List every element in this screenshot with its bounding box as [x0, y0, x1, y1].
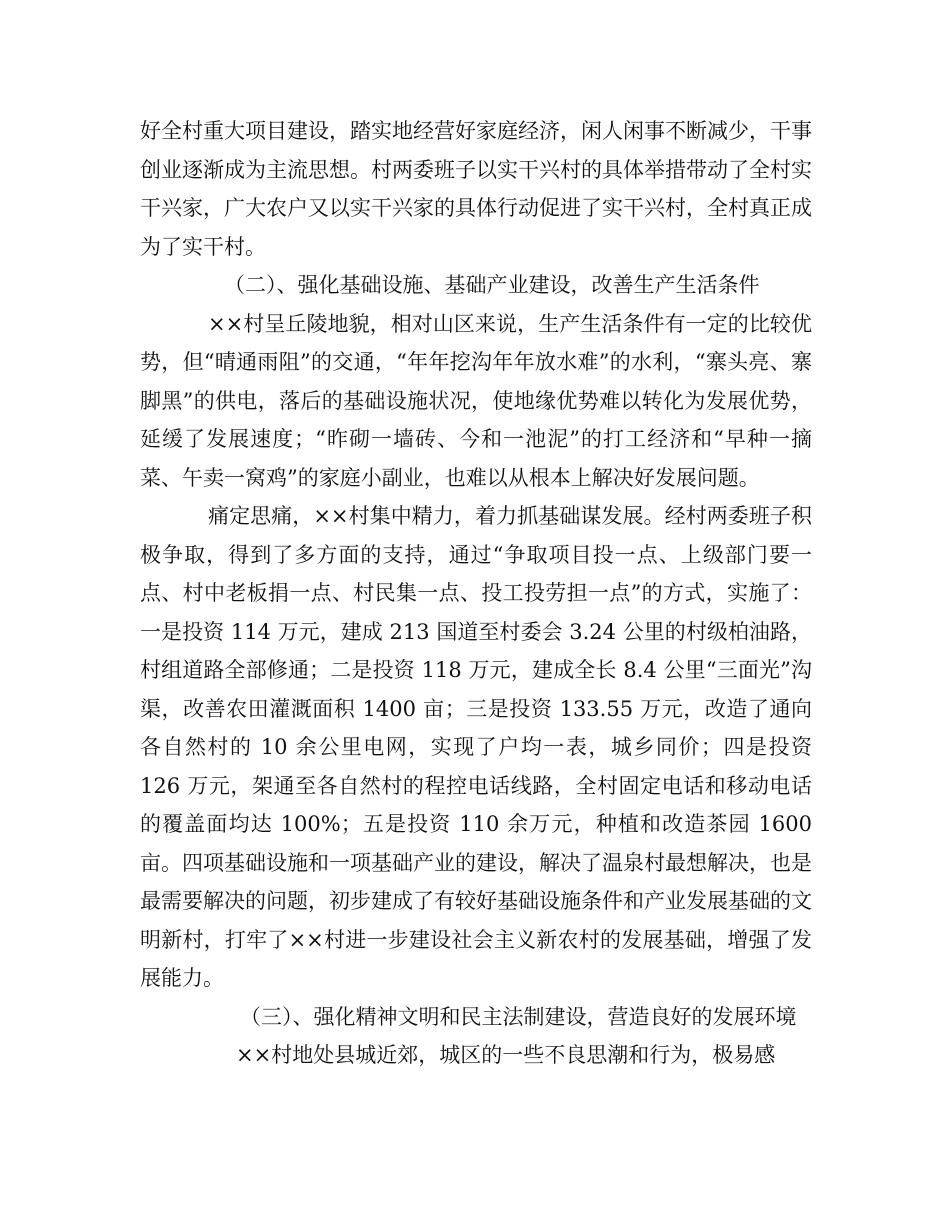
- paragraph-infrastructure: 痛定思痛，××村集中精力，着力抓基础谋发展。经村两委班子积极争取，得到了多方面的支持，通过“争取项目投一点、上级部门要一点、村中老板捐一点、村民集一点、投工投劳担一点”的方式，实施了：一是投资 114 万元，建成 213 国道至村委会 3.24 公里的村级柏油路，村组道路全部修通；二是投资 118 万元，建成全长 8.4 公里“三面光”沟渠，改善农田灌溉面积 1400 亩；三是投资 133.55 万元，改造了通向各自然村的 10 余公里电网，实现了户均一表，城乡同价；四是投资 126 万元，架通至各自然村的程控电话线路，全村固定电话和移动电话的覆盖面均达 100%；五是投资 110 余万元，种植和改造茶园 1600 亩。四项基础设施和一项基础产业的建设，解决了温泉村最想解决，也是最需要解决的问题，初步建成了有较好基础设施条件和产业发展基础的文明新村，打牢了××村进一步建设社会主义新农村的发展基础，增强了发展能力。: [140, 504, 812, 990]
- section-heading-3: （三）、强化精神文明和民主法制建设，营造良好的发展环境: [240, 1004, 797, 1029]
- section-heading-2: （二）、强化基础设施、基础产业建设，改善生产生活条件: [224, 273, 760, 297]
- paragraph-environment: ××村地处县城近郊，城区的一些不良思潮和行为，极易感: [236, 1043, 776, 1067]
- paragraph-continuation: 好全村重大项目建设，踏实地经营好家庭经济，闲人闲事不断减少，干事创业逐渐成为主流思想。村两委班子以实干兴村的具体举措带动了全村实干兴家，广大农户又以实干兴家的具体行动促进了实干兴村，全村真正成为了实干村。: [140, 119, 812, 259]
- paragraph-terrain: ××村呈丘陵地貌，相对山区来说，生产生活条件有一定的比较优势，但“晴通雨阻”的交通，“年年挖沟年年放水难”的水利，“寨头亮、寨脚黑”的供电，落后的基础设施状况，使地缘优势难以转化为发展优势，延缓了发展速度；“昨砌一墙砖、今和一池泥”的打工经济和“早种一摘菜、午卖一窝鸡”的家庭小副业，也难以从根本上解决好发展问题。: [140, 311, 812, 490]
- document-body: [140, 112, 812, 1075]
